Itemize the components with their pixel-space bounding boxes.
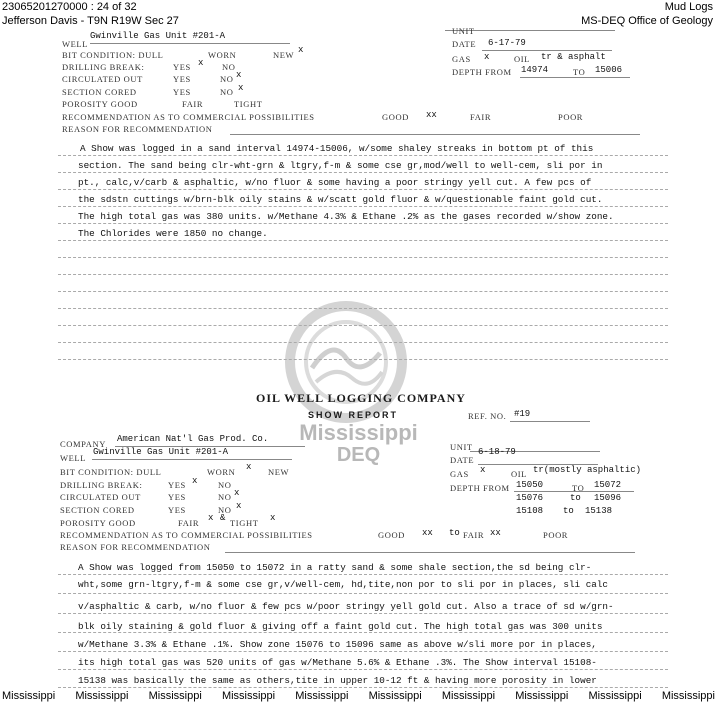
report1-line: section. The sand being clr-wht-grn & ltgry,f-m & some cse gr,mod/well to well-cem, sli por in [78, 160, 603, 171]
company-label: COMPANY [60, 439, 106, 449]
depth-from: 15108 [516, 506, 544, 516]
report2-line: 15138 was basically the same as others,tite in upper 10-12 ft & having more porosity in lower [78, 675, 597, 686]
new-label: NEW [268, 467, 290, 477]
footer-text: Mississippi [661, 690, 715, 702]
drilling-mark: x [192, 476, 198, 486]
date-label: DATE [452, 39, 477, 49]
circulated-no-label: NO [218, 492, 232, 502]
cored-no-label: NO [218, 505, 232, 515]
depth-to: 15138 [585, 506, 613, 516]
gas-mark: x [480, 465, 486, 475]
footer-text: Mississippi [441, 690, 496, 702]
porosity-fair-mark: x [208, 513, 214, 523]
porosity-fair-label: FAIR [182, 99, 204, 109]
recommendation-label: RECOMMENDATION AS TO COMMERCIAL POSSIBILITIES [60, 530, 313, 540]
date-value: 6-17-79 [488, 38, 526, 48]
show-report-title: SHOW REPORT [308, 410, 399, 420]
report2-line: wht,some grn-ltgry,f-m & some cse gr,v/well-cem, hd,tite,non por to sli por in places, sli calc [78, 579, 609, 590]
section-cored-label: SECTION CORED [60, 505, 135, 515]
bit-condition-label: BIT CONDITION: DULL [62, 50, 164, 60]
poor-label: POOR [543, 530, 569, 540]
porosity-label: POROSITY GOOD [62, 99, 138, 109]
report1-line: the sdstn cuttings w/brn-blk oily stains & w/scatt gold fluor & w/questionable faint gold cut. [78, 194, 603, 205]
category-label: Mud Logs [664, 1, 713, 13]
porosity-label: POROSITY GOOD [60, 518, 136, 528]
circulated-mark: x [234, 488, 240, 498]
oil-label: OIL [511, 469, 527, 479]
report2-line: w/Methane 3.3% & Ethane .1%. Show zone 15076 to 15096 same as above w/sli more por in places, [78, 639, 597, 650]
porosity-tight-label: TIGHT [230, 518, 259, 528]
to-label: TO [573, 67, 586, 77]
circulated-out-label: CIRCULATED OUT [60, 492, 141, 502]
footer-text: Mississippi [368, 690, 422, 702]
depth-to: 15072 [594, 480, 622, 490]
date-value: 6-18-79 [478, 447, 516, 457]
cored-mark: x [238, 83, 244, 93]
location-label: Jefferson Davis - T9N R19W Sec 27 [2, 15, 179, 27]
watermark-mississippi: Mississippi [299, 420, 418, 445]
oil-value: tr & asphalt [541, 52, 606, 62]
document-id: 23065201270000 : 24 of 32 [2, 1, 137, 13]
fair-mark: xx [490, 528, 501, 538]
worn-label: WORN [207, 467, 236, 477]
drilling-break-label: DRILLING BREAK: [62, 62, 145, 72]
ref-no-label: REF. NO. [468, 411, 507, 421]
section-cored-label: SECTION CORED [62, 87, 137, 97]
footer-watermark-strip [0, 690, 717, 705]
unit-label: UNIT [450, 442, 473, 452]
cored-yes-label: YES [173, 87, 191, 97]
to-fair-text: to [449, 528, 460, 538]
gas-mark: x [484, 52, 490, 62]
footer-text: Mississippi [75, 690, 129, 702]
report1-line: pt., calc,v/carb & asphaltic, w/no fluor & some having a poor stringy yell cut. A few pcs of [78, 177, 592, 188]
watermark-deq: DEQ [336, 444, 381, 466]
well-value: Gwinville Gas Unit #201-A [90, 31, 226, 41]
report2-line: v/asphaltic & carb, w/no fluor & few pcs w/poor stringy yell gold cut. Also a trace of sd w/grn- [78, 601, 614, 612]
reason-label: REASON FOR RECOMMENDATION [62, 124, 213, 134]
depth-from: 15050 [516, 480, 544, 490]
report1-line: A Show was logged in a sand interval 14974-15006, w/some shaley streaks in bottom pt of this [80, 143, 594, 154]
footer-text: Mississippi [221, 690, 276, 702]
company-title: OIL WELL LOGGING COMPANY [256, 391, 466, 405]
reason-label: REASON FOR RECOMMENDATION [60, 542, 211, 552]
good-label: GOOD [382, 112, 409, 122]
report2-line: its high total gas was 520 units of gas w/Methane 5.6% & Ethane .3%. The Show interval 15108- [78, 657, 597, 668]
well-value: Gwinville Gas Unit #201-A [93, 447, 229, 457]
porosity-tight-label: TIGHT [234, 99, 263, 109]
depth-to-label: to [570, 493, 581, 503]
depth-from: 14974 [521, 65, 549, 75]
deq-seal-icon [282, 298, 410, 426]
depth-label: DEPTH FROM [452, 67, 512, 77]
drilling-break-label: DRILLING BREAK: [60, 480, 143, 490]
footer-text: Mississippi [588, 690, 642, 702]
good-mark: xx [426, 110, 437, 120]
drilling-yes-label: YES [173, 62, 191, 72]
worn-mark: x [246, 462, 252, 472]
drilling-yes-label: YES [168, 480, 186, 490]
circulated-yes-label: YES [173, 74, 191, 84]
recommendation-label: RECOMMENDATION AS TO COMMERCIAL POSSIBILITIES [62, 112, 315, 122]
circulated-mark: x [236, 70, 242, 80]
cored-no-label: NO [220, 87, 234, 97]
footer-text: Mississippi [148, 690, 202, 702]
oil-label: OIL [514, 54, 530, 64]
company-value: American Nat'l Gas Prod. Co. [117, 434, 269, 444]
ref-no-value: #19 [514, 409, 531, 419]
depth-to: 15006 [595, 65, 623, 75]
footer-text: Mississippi [2, 690, 56, 702]
report1-line: The Chlorides were 1850 no change. [78, 228, 268, 239]
oil-value: tr(mostly asphaltic) [533, 465, 642, 475]
footer-text: Mississippi [515, 690, 569, 702]
footer-text: Mississippi [295, 690, 349, 702]
gas-label: GAS [450, 469, 469, 479]
report2-line: A Show was logged from 15050 to 15072 in a ratty sand & some shale section,the sd being clr- [78, 562, 592, 573]
gas-label: GAS [452, 54, 471, 64]
new-label: NEW [273, 50, 295, 60]
report2-line: blk oily staining & gold fluor & giving off a faint gold cut. The high total gas was 300 units [78, 621, 603, 632]
porosity-fair-label: FAIR [178, 518, 200, 528]
circulated-yes-label: YES [168, 492, 186, 502]
porosity-ampersand: & [220, 513, 226, 523]
poor-label: POOR [558, 112, 584, 122]
cored-mark: x [236, 501, 242, 511]
depth-to-label: to [563, 506, 574, 516]
agency-label: MS-DEQ Office of Geology [581, 15, 713, 27]
circulated-out-label: CIRCULATED OUT [62, 74, 143, 84]
drilling-no-label: NO [222, 62, 236, 72]
rec-fair-label: FAIR [463, 530, 485, 540]
report1-line: The high total gas was 380 units. w/Methane 4.3% & Ethane .2% as the gases recorded w/show zone. [78, 211, 614, 222]
good-mark: xx [422, 528, 433, 538]
drilling-no-label: NO [218, 480, 232, 490]
well-label: WELL [62, 39, 88, 49]
porosity-tight-mark: x [270, 513, 276, 523]
depth-label: DEPTH FROM [450, 483, 510, 493]
well-label: WELL [60, 453, 86, 463]
drilling-mark: x [198, 58, 204, 68]
bit-condition-label: BIT CONDITION: DULL [60, 467, 162, 477]
new-mark: x [298, 45, 304, 55]
depth-to-label: TO [572, 483, 585, 493]
rec-fair-label: FAIR [470, 112, 492, 122]
unit-label: UNIT [452, 26, 475, 36]
good-label: GOOD [378, 530, 405, 540]
depth-to: 15096 [594, 493, 622, 503]
date-label: DATE [450, 455, 475, 465]
depth-from: 15076 [516, 493, 544, 503]
worn-label: WORN [208, 50, 237, 60]
cored-yes-label: YES [168, 505, 186, 515]
circulated-no-label: NO [220, 74, 234, 84]
